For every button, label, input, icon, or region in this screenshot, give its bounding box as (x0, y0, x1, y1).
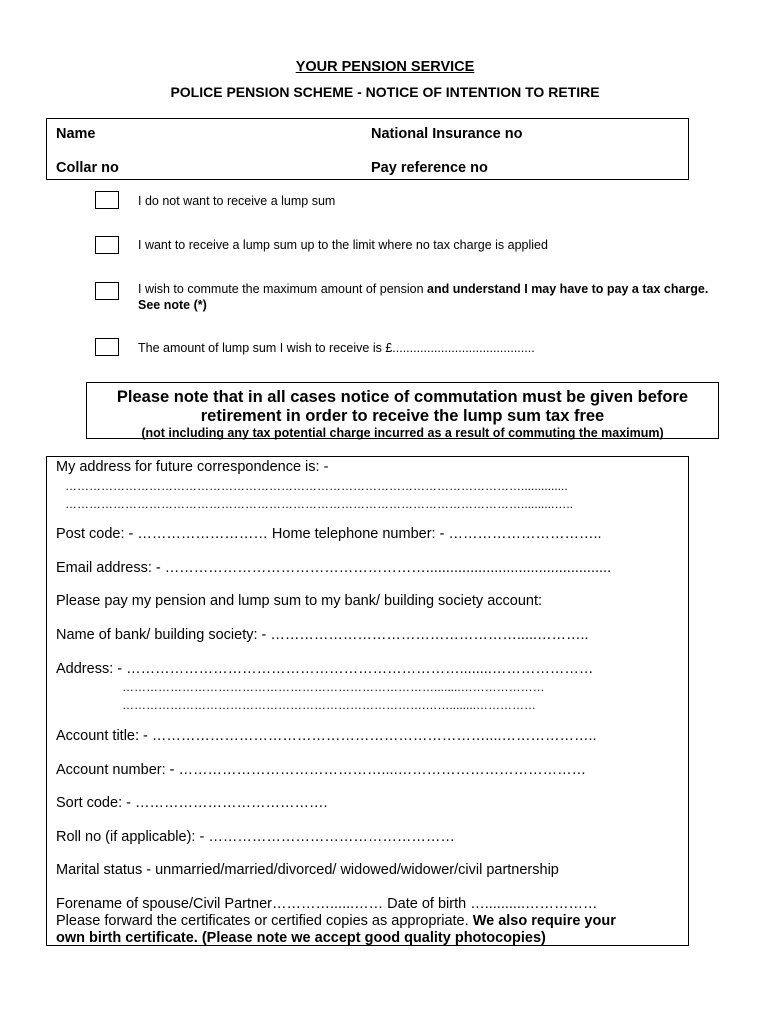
bank-address-line-3[interactable]: ………………………………………………………………….……........…………… (122, 698, 537, 712)
identity-box (46, 118, 689, 180)
notice-sub-text: (not including any tax potential charge incurred as a result of commuting the maximum) (141, 426, 664, 440)
no-lump-sum-checkbox[interactable] (95, 191, 119, 209)
tax-charge-note: and understand I may have to pay a tax charge. See note (*) (138, 282, 709, 312)
bank-name-field[interactable]: Name of bank/ building society: - …………………………………………….....……….. (56, 627, 589, 643)
sort-code-field[interactable]: Sort code: - …………………………………. (56, 795, 328, 811)
spouse-field[interactable]: Forename of spouse/Civil Partner…………......…… Date of birth …..........…………… (56, 896, 598, 912)
maximum-commute-text: I wish to commute the maximum amount of pension (138, 282, 428, 296)
maximum-commute-label (138, 281, 728, 313)
account-title-field[interactable]: Account title: - ……………………………………………………………....……………….. (56, 728, 597, 744)
specific-amount-checkbox[interactable] (95, 338, 119, 356)
bank-instruction: Please pay my pension and lump sum to my bank/ building society account: (56, 593, 543, 609)
certificate-note-text: Please forward the certificates or certified copies as appropriate. (56, 913, 473, 929)
pay-reference-label: Pay reference no (371, 160, 488, 176)
account-number-field[interactable]: Account number: - ……………………………………....………………………………… (56, 762, 587, 778)
birth-certificate-requirement: We also require your (472, 913, 616, 929)
photocopy-note: own birth certificate. (Please note we accept good quality photocopies) (56, 930, 546, 946)
form-subtitle: POLICE PENSION SCHEME - NOTICE OF INTENTION TO RETIRE (170, 84, 600, 100)
postcode-phone-field[interactable]: Post code: - ……………………… Home telephone number: - ………………………….. (56, 526, 602, 542)
bank-address-line-2[interactable]: ……………………………………………………………………........………………… (122, 680, 545, 694)
page-title: YOUR PENSION SERVICE (295, 59, 475, 75)
bank-address-field[interactable]: Address: - ……………………………………………………………........………………… (56, 661, 594, 677)
email-field[interactable]: Email address: - ……………………………………………….............................................. (56, 560, 612, 576)
no-lump-sum-label: I do not want to receive a lump sum (138, 194, 336, 208)
address-label: My address for future correspondence is: - (56, 459, 329, 475)
correspondence-form (46, 456, 689, 946)
limit-lump-sum-label: I want to receive a lump sum up to the limit where no tax charge is applied (138, 238, 548, 252)
address-line-1[interactable]: …………………………………………………………………………………………………….............. (65, 479, 568, 493)
address-line-2[interactable]: ……………………………………………………………………………………………………..........….. (65, 497, 574, 511)
national-insurance-label: National Insurance no (371, 126, 523, 142)
roll-no-field[interactable]: Roll no (if applicable): - …………………………………………… (56, 829, 455, 845)
maximum-commute-checkbox[interactable] (95, 282, 119, 300)
name-label: Name (56, 126, 96, 142)
marital-status-field[interactable]: Marital status - unmarried/married/divorced/ widowed/widower/civil partnership (56, 862, 559, 878)
notice-main-text: Please note that in all cases notice of commutation must be given before retirement in order to receive the lump sum tax free (116, 388, 689, 425)
limit-lump-sum-checkbox[interactable] (95, 236, 119, 254)
specific-amount-label: The amount of lump sum I wish to receive is £......................................... (138, 341, 535, 355)
notice-box (86, 382, 719, 439)
certificate-note (56, 913, 616, 930)
collar-no-label: Collar no (56, 160, 119, 176)
